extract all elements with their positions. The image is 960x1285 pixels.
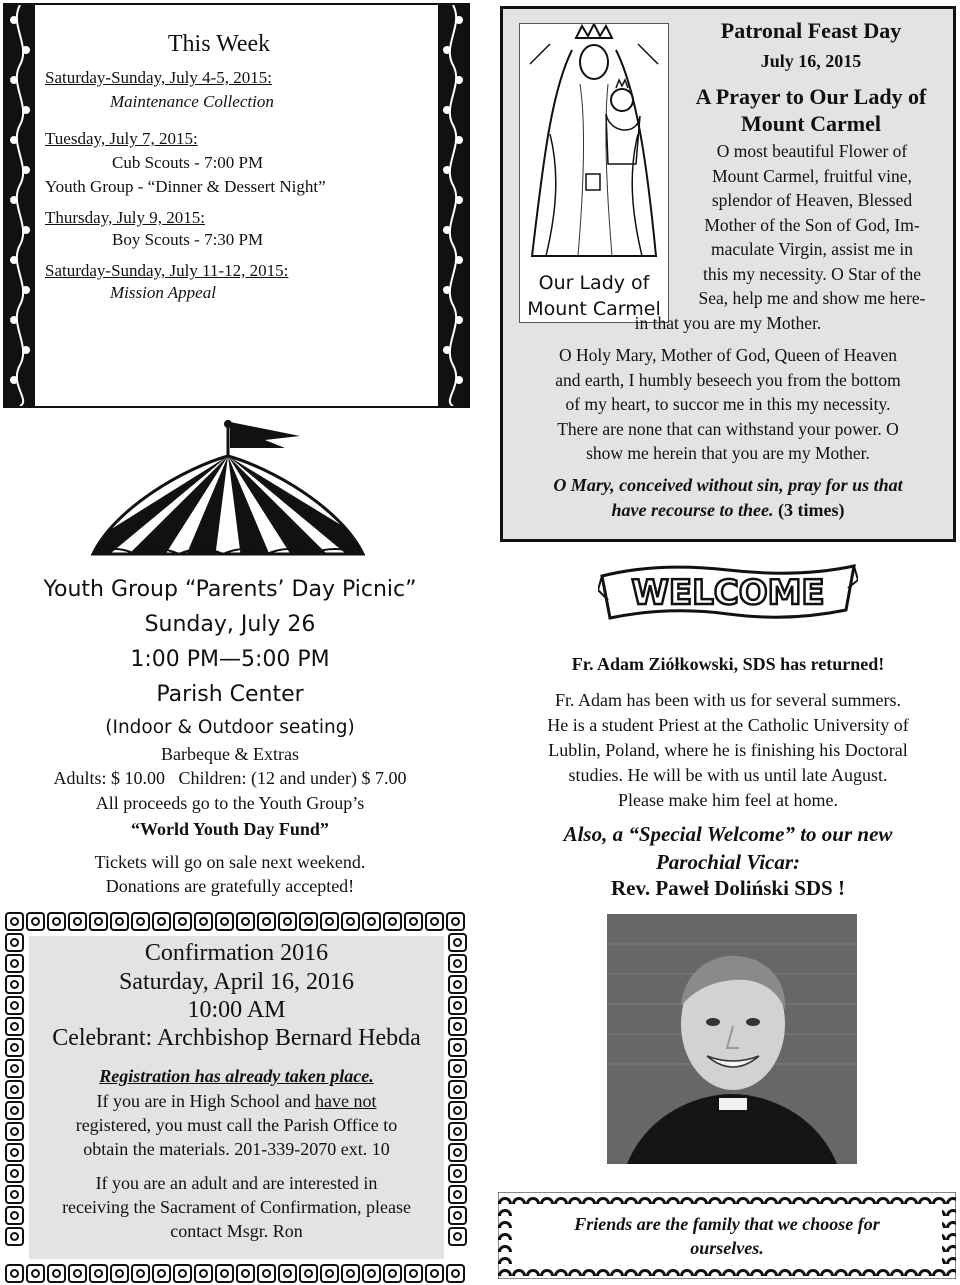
picnic-donations: Donations are gratefully accepted!	[105, 876, 355, 896]
confirmation-content	[29, 936, 444, 1259]
high-school-note	[21, 1089, 452, 1161]
event-detail: Boy Scouts - 7:30 PM	[112, 230, 264, 249]
event-detail: Maintenance Collection	[110, 92, 274, 111]
holy-mary-paragraph	[511, 343, 945, 466]
adult-line: contact Msgr. Ron	[170, 1221, 303, 1241]
picnic-proceeds: All proceeds go to the Youth Group’s	[95, 793, 365, 813]
hs-line: registered, you must call the Parish Office to	[75, 1115, 398, 1135]
adult-line: receiving the Sacrament of Confirmation, please	[62, 1197, 411, 1217]
adult-line: If you are an adult and are interested in	[95, 1173, 378, 1193]
this-week-box	[3, 3, 470, 408]
event-date: Saturday-Sunday, July 11-12, 2015:	[45, 261, 289, 280]
event-date: Saturday-Sunday, July 4-5, 2015:	[45, 68, 272, 87]
confirmation-title: Confirmation 2016	[144, 940, 329, 966]
picnic-prices	[0, 768, 460, 789]
left-vine-border	[5, 5, 35, 406]
feast-day-box	[500, 6, 956, 542]
closing-repeat: (3 times)	[778, 499, 845, 520]
picnic-tickets: Tickets will go on sale next weekend.	[94, 852, 366, 872]
closing-invocation	[511, 473, 945, 522]
welcome-line: He is a student Priest at the Catholic University of	[547, 715, 909, 735]
prayer-line: this my necessity. O Star of the	[702, 263, 922, 284]
confirmation-date: Saturday, April 16, 2016	[118, 969, 355, 995]
special-line: Parochial Vicar:	[655, 850, 801, 874]
welcome-headline: Fr. Adam Ziółkowski, SDS has returned!	[571, 654, 885, 674]
confirmation-time: 10:00 AM	[187, 997, 286, 1023]
prayer-line: Mother of the Son of God, Im-	[704, 214, 920, 235]
prayer-title	[671, 83, 951, 137]
quote-line: ourselves.	[690, 1238, 764, 1258]
top-ornament-border	[5, 912, 465, 931]
confirmation-box	[3, 910, 470, 1285]
prayer-line: Mount Carmel, fruitful vine,	[712, 165, 912, 186]
welcome-line: Fr. Adam has been with us for several summers.	[555, 690, 901, 710]
special-welcome	[498, 820, 958, 876]
circus-tent-icon	[85, 418, 375, 568]
event-date: Tuesday, July 7, 2015:	[45, 129, 198, 148]
feast-heading: Patronal Feast Day	[720, 18, 902, 43]
prayer-text	[671, 139, 953, 311]
closing-line: O Mary, conceived without sin, pray for us that	[553, 475, 903, 495]
child-price: Children: (12 and under) $ 7.00	[178, 768, 407, 788]
prayer-line: O most beautiful Flower of	[716, 141, 908, 161]
prayer-title-line: Mount Carmel	[741, 111, 881, 136]
picnic-seating: (Indoor & Outdoor seating)	[105, 717, 355, 738]
paragraph-line: and earth, I humbly beseech you from the bottom	[555, 369, 901, 390]
picnic-place: Parish Center	[156, 682, 304, 707]
hs-line: If you are in High School and	[96, 1091, 315, 1111]
our-lady-of-mount-carmel-image	[519, 23, 669, 323]
welcome-body	[498, 688, 958, 813]
adult-note	[17, 1171, 456, 1243]
welcome-banner-icon	[598, 560, 858, 624]
adult-price: Adults: $ 10.00	[53, 768, 166, 788]
prayer-line: in that you are my Mother.	[634, 313, 822, 333]
registration-note: Registration has already taken place.	[99, 1066, 374, 1086]
prayer-line: Sea, help me and show me here-	[698, 288, 926, 308]
right-vine-border	[438, 5, 468, 406]
paragraph-line: show me herein that you are my Mother.	[586, 443, 870, 463]
vicar-name: Rev. Paweł Doliński SDS !	[611, 876, 845, 900]
image-caption: Mount Carmel	[527, 298, 661, 320]
image-caption: Our Lady of	[538, 272, 650, 294]
priest-portrait-photo	[607, 914, 857, 1164]
bottom-ornament-border	[5, 1264, 465, 1283]
picnic-fund: “World Youth Day Fund”	[131, 819, 329, 839]
picnic-time: 1:00 PM—5:00 PM	[130, 647, 330, 672]
prayer-line: maculate Virgin, assist me in	[711, 239, 913, 259]
special-line: Also, a “Special Welcome” to our new	[563, 822, 893, 846]
event-detail: Mission Appeal	[110, 283, 216, 302]
prayer-title-line: A Prayer to Our Lady of	[695, 84, 927, 109]
paragraph-line: of my heart, to succor me in this my necessity.	[565, 394, 891, 414]
welcome-line: Lublin, Poland, where he is finishing his Doctoral	[548, 740, 908, 760]
event-detail: Cub Scouts - 7:00 PM	[112, 153, 264, 172]
quote-line: Friends are the family that we choose for	[574, 1214, 880, 1234]
event-detail: Youth Group - “Dinner & Dessert Night”	[45, 177, 326, 196]
confirmation-celebrant: Celebrant: Archbishop Bernard Hebda	[52, 1025, 421, 1051]
hs-line: obtain the materials. 201-339-2070 ext. 10	[83, 1139, 390, 1159]
welcome-line: studies. He will be with us until late August.	[568, 765, 888, 785]
feast-date: July 16, 2015	[760, 51, 862, 71]
paragraph-line: There are none that can withstand your power. O	[557, 418, 899, 439]
picnic-date: Sunday, July 26	[144, 612, 316, 637]
welcome-line: Please make him feel at home.	[618, 790, 838, 810]
friends-quote-box	[498, 1192, 956, 1279]
banner-text: WELCOME	[631, 573, 825, 613]
picnic-title: Youth Group “Parents’ Day Picnic”	[43, 577, 417, 602]
friends-quote	[512, 1212, 942, 1260]
hs-emphasis: have not	[314, 1091, 377, 1111]
this-week-title: This Week	[167, 31, 271, 57]
prayer-line: splendor of Heaven, Blessed	[711, 190, 913, 210]
paragraph-line: O Holy Mary, Mother of God, Queen of Heaven	[558, 345, 898, 365]
picnic-food: Barbeque & Extras	[161, 744, 299, 764]
event-date: Thursday, July 9, 2015:	[45, 208, 205, 227]
closing-line: have recourse to thee.	[611, 499, 774, 520]
